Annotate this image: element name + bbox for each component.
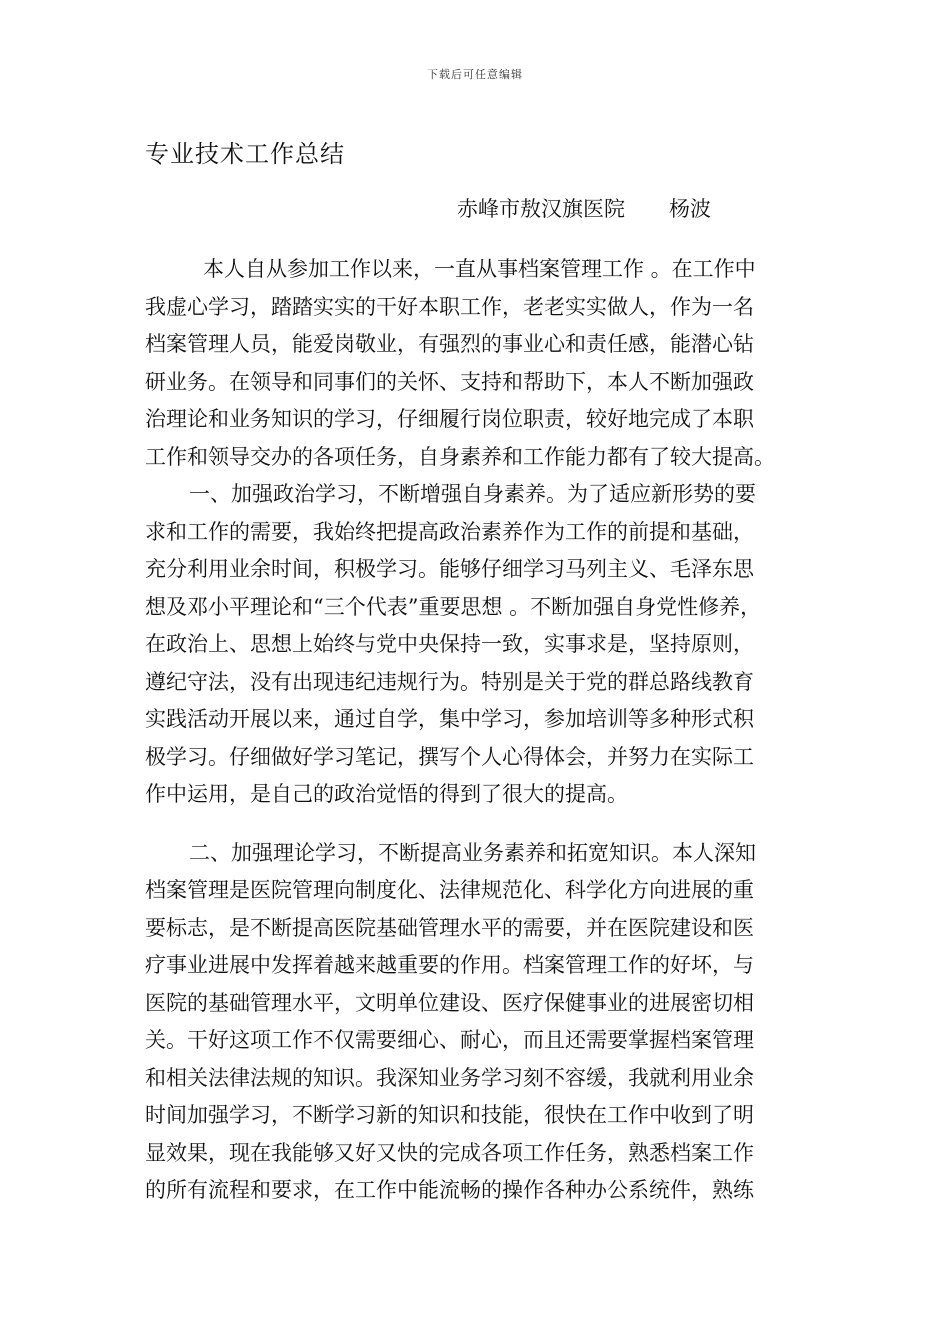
paragraph-line: 疗事业进展中发挥着越来越重要的作用。档案管理工作的好坏，与 bbox=[145, 953, 754, 977]
paragraph-line: 充分利用业余时间，积极学习。能够仔细学习马列主义、毛泽东思 bbox=[145, 557, 754, 581]
byline bbox=[457, 193, 711, 223]
paragraph-line: 医院的基础管理水平，文明单位建设、医疗保健事业的进展密切相 bbox=[145, 990, 754, 1015]
paragraph-line: 我虚心学习，踏踏实实的干好本职工作，老老实实做人，作为一名 bbox=[145, 294, 754, 319]
paragraph-line: 显效果，现在我能够又好又快的完成各项工作任务，熟悉档案工作 bbox=[145, 1140, 754, 1165]
paragraph-line: 和相关法律法规的知识。我深知业务学习刻不容缓，我就利用业余 bbox=[145, 1065, 754, 1090]
paragraph-line: 治理论和业务知识的学习，仔细履行岗位职责，较好地完成了本职 bbox=[145, 407, 754, 431]
paragraph-line: 的所有流程和要求，在工作中能流畅的操作各种办公系统件，熟练 bbox=[145, 1178, 754, 1202]
paragraph-political-study bbox=[145, 476, 815, 814]
paragraph-line: 档案管理人员，能爱岗敬业，有强烈的事业心和责任感，能潜心钻 bbox=[145, 332, 754, 356]
paragraph-line: 极学习。仔细做好学习笔记，撰写个人心得体会，并努力在实际工 bbox=[145, 744, 754, 769]
paragraph-theory-study bbox=[145, 835, 815, 1210]
document-body bbox=[145, 251, 815, 1210]
paragraph-intro bbox=[145, 251, 815, 476]
paragraph-line: 要标志，是不断提高医院基础管理水平的需要，并在医院建设和医 bbox=[145, 915, 754, 940]
paragraph-line: 关。干好这项工作不仅需要细心、耐心，而且还需要掌握档案管理 bbox=[145, 1028, 754, 1052]
paragraph-line: 二、加强理论学习，不断提高业务素养和拓宽知识。本人深知 bbox=[189, 840, 756, 865]
paragraph-line: 想及邓小平理论和“三个代表”重要思想 。不断加强自身党性修养， bbox=[145, 594, 762, 619]
paragraph-line: 时间加强学习，不断学习新的知识和技能，很快在工作中收到了明 bbox=[145, 1103, 754, 1127]
paragraph-line: 工作和领导交办的各项任务，自身素养和工作能力都有了较大提高。 bbox=[145, 444, 775, 469]
paragraph-line: 遵纪守法，没有出现违纪违规行为。特别是关于党的群总路线教育 bbox=[145, 669, 754, 694]
paragraph-line: 本人自从参加工作以来，一直从事档案管理工作 。在工作中 bbox=[203, 257, 756, 281]
paragraph-line: 一、加强政治学习，不断增强自身素养。为了适应新形势的要 bbox=[189, 482, 756, 506]
page-header-note: 下载后可任意编辑 bbox=[427, 68, 523, 81]
document-title: 专业技术工作总结 bbox=[145, 140, 345, 168]
paragraph-line: 作中运用，是自己的政治觉悟的得到了很大的提高。 bbox=[145, 782, 628, 806]
paragraph-gap bbox=[145, 814, 815, 835]
paragraph-line: 求和工作的需要，我始终把提高政治素养作为工作的前提和基础， bbox=[145, 519, 754, 544]
byline-author: 杨波 bbox=[669, 197, 711, 221]
paragraph-line: 实践活动开展以来，通过自学，集中学习，参加培训等多种形式积 bbox=[145, 707, 754, 731]
byline-organization: 赤峰市敖汉旗医院 bbox=[457, 197, 625, 221]
paragraph-line: 在政治上、思想上始终与党中央保持一致，实事求是，坚持原则， bbox=[145, 632, 754, 656]
paragraph-line: 档案管理是医院管理向制度化、法律规范化、科学化方向进展的重 bbox=[145, 878, 754, 902]
paragraph-line: 研业务。在领导和同事们的关怀、支持和帮助下，本人不断加强政 bbox=[145, 369, 754, 394]
